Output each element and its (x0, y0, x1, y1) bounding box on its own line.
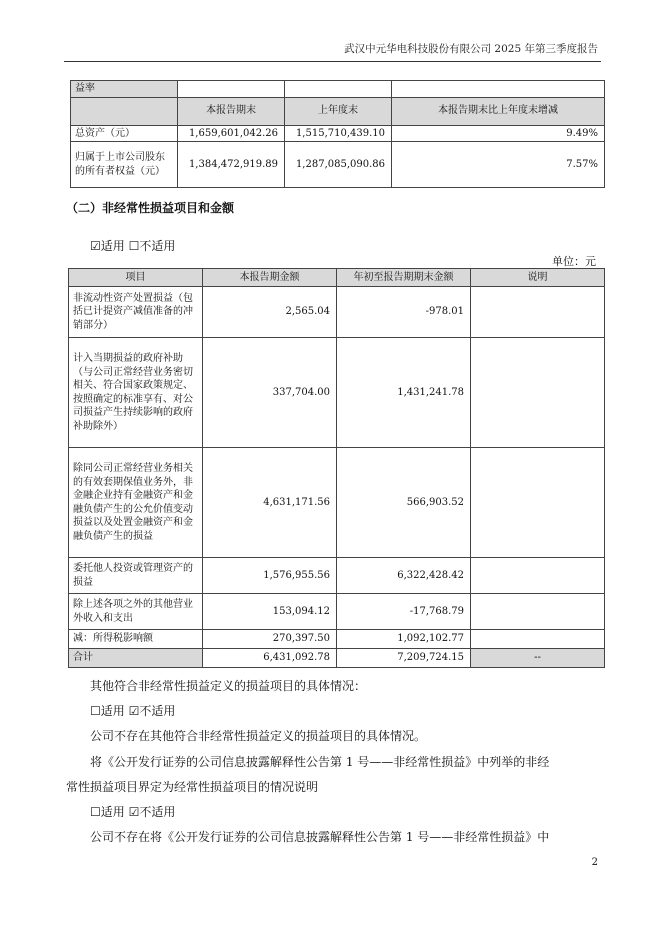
page-number: 2 (591, 857, 598, 868)
paragraph: 常性损益项目界定为经常性损益项目的情况说明 (66, 780, 319, 794)
section-title: （二）非经常性损益项目和金额 (66, 201, 235, 215)
table-row: 计入当期损益的政府补助（与公司正常经营业务密切相关、符合国家政策规定、按照确定的标准享有、对公司损益产生持续影响的政府补助除外） 337,704.00 1,431,241.78 (69, 338, 605, 448)
report-header-title: 武汉中元华电科技股份有限公司 2025 年第三季度报告 (344, 43, 598, 55)
applicable-checkbox[interactable]: ☐适用 ☑不适用 (90, 704, 176, 718)
col-change: 本报告期末比上年度末增减 (392, 97, 605, 125)
paragraph: 其他符合非经常性损益定义的损益项目的具体情况： (90, 679, 367, 693)
unit-label: 单位：元 (552, 255, 596, 268)
header-divider (64, 61, 601, 62)
table-row: 委托他人投资或管理资产的损益 1,576,955.56 6,322,428.42 (69, 558, 605, 594)
paragraph: 公司不存在将《公开发行证券的公司信息披露解释性公告第 1 号——非经常性损益》中 (90, 830, 550, 844)
balance-summary-table (70, 80, 605, 188)
col-current-period-end: 本报告期末 (178, 97, 285, 125)
table-row: 归属于上市公司股东的所有者权益（元） 1,384,472,919.89 1,287,085,090.86 7.57% (71, 142, 605, 188)
applicable-checkbox[interactable]: ☑适用 ☐不适用 (90, 239, 176, 253)
row-label: 归属于上市公司股东的所有者权益（元） (71, 142, 178, 188)
col-note: 说明 (471, 269, 605, 287)
applicable-checkbox[interactable]: ☐适用 ☑不适用 (90, 805, 176, 819)
paragraph: 公司不存在其他符合非经常性损益定义的损益项目的具体情况。 (90, 729, 427, 743)
col-current-period: 本报告期金额 (203, 269, 337, 287)
table-row: 非流动性资产处置损益（包括已计提资产减值准备的冲销部分） 2,565.04 -978.01 (69, 287, 605, 338)
col-ytd: 年初至报告期期末金额 (337, 269, 471, 287)
table-row: 总资产（元） 1,659,601,042.26 1,515,710,439.10 9.49% (71, 125, 605, 142)
table-row: 减：所得税影响额 270,397.50 1,092,102.77 (69, 630, 605, 649)
table1-top-label: 益率 (71, 81, 178, 98)
col-item: 项目 (69, 269, 203, 287)
table-row: 除同公司正常经营业务相关的有效套期保值业务外，非金融企业持有金融资产和金融负债产生的公允价值变动损益以及处置金融资产和金融负债产生的损益 4,631,171.56 566,903.52 (69, 448, 605, 558)
table-row: 除上述各项之外的其他营业外收入和支出 153,094.12 -17,768.79 (69, 594, 605, 630)
table-total-row: 合计 6,431,092.78 7,209,724.15 -- (69, 649, 605, 668)
row-label: 总资产（元） (71, 125, 178, 142)
col-prior-year-end: 上年度末 (285, 97, 392, 125)
paragraph: 将《公开发行证券的公司信息披露解释性公告第 1 号——非经常性损益》中列举的非经 (90, 755, 550, 769)
non-recurring-items-table (68, 268, 605, 668)
